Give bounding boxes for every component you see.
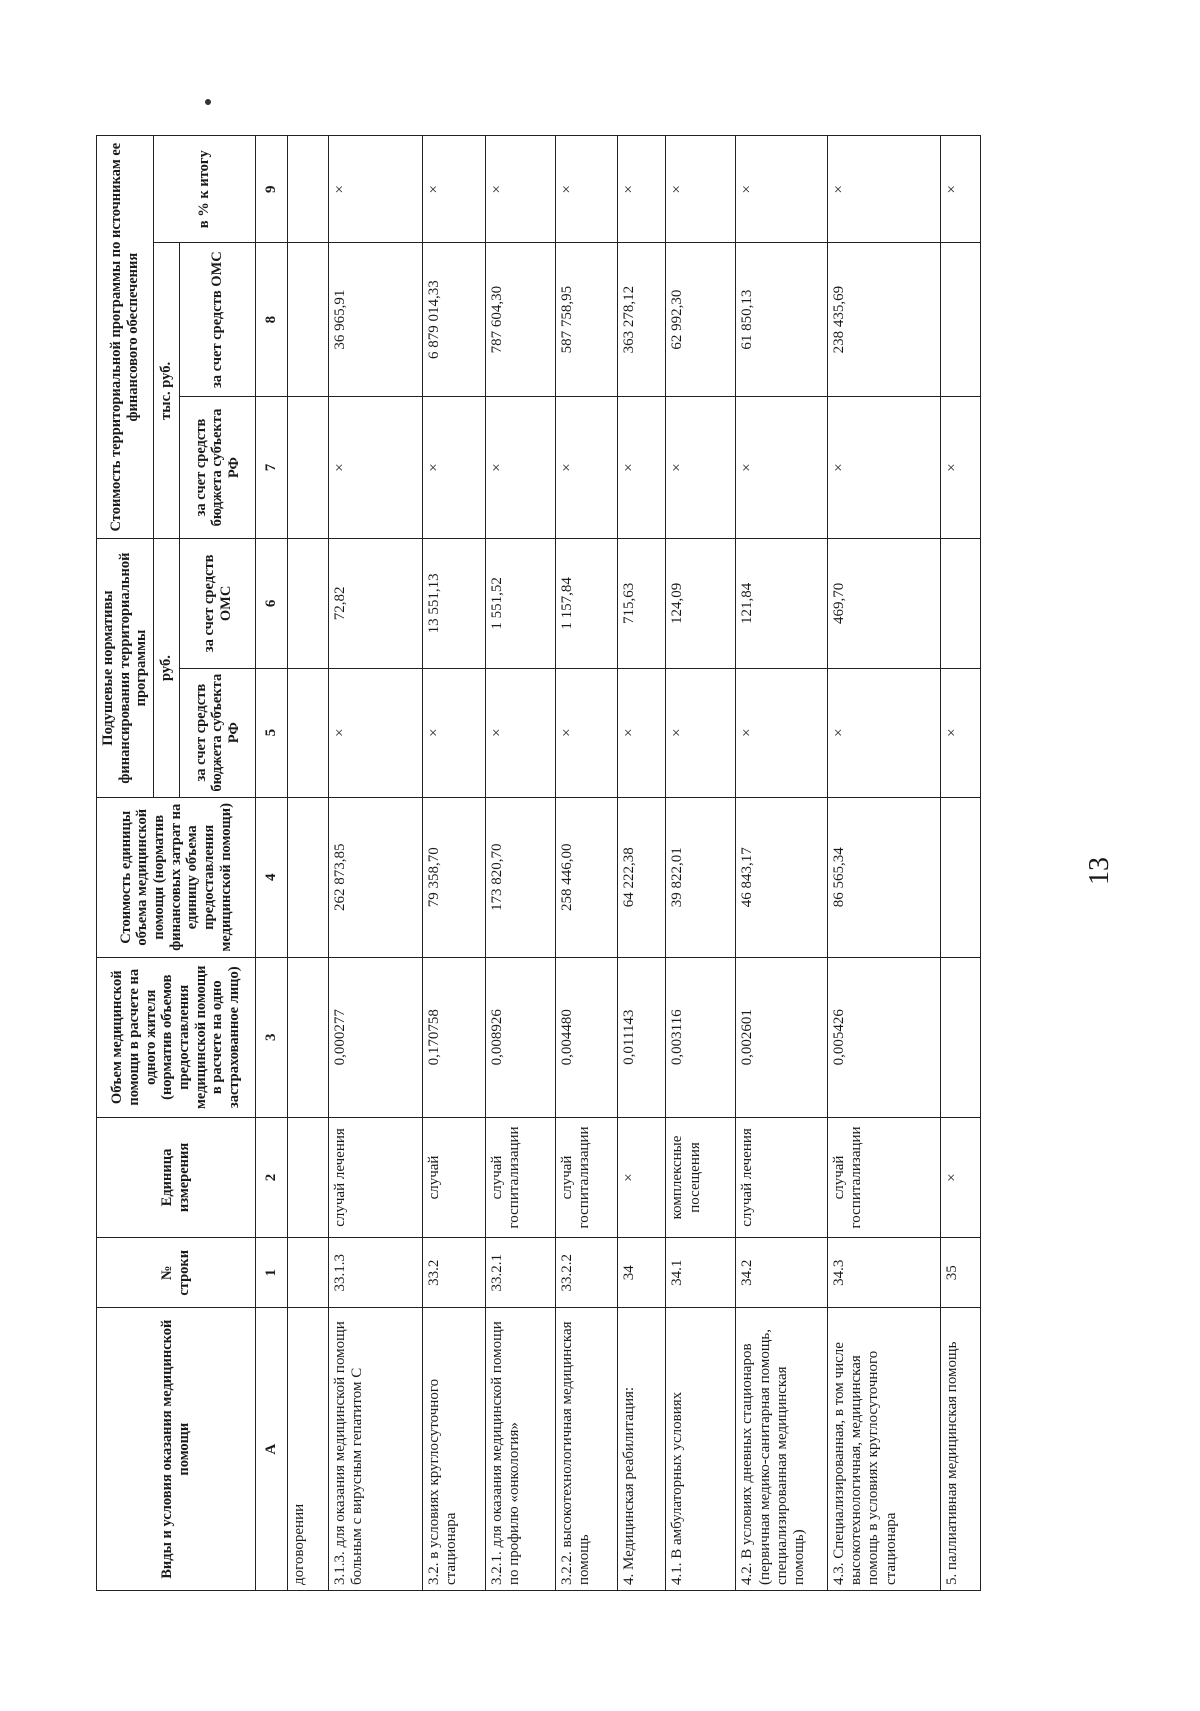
row-oms-rub: 121,84 — [736, 539, 828, 668]
column-number: 6 — [256, 539, 288, 668]
header-unit-cost: Стоимость единицы объема медицинской помощи (норматив финансовых затрат на единицу объема предоставления медицинской помощи) — [97, 797, 256, 957]
header-program-cost: Стоимость территориальной программы по источникам ее финансового обеспечения — [97, 136, 154, 539]
row-oms-thousand: 238 435,69 — [827, 243, 940, 396]
header-unit: Единица измерения — [97, 1117, 256, 1238]
row-name: 3.1.3. для оказания медицинской помощи больным с вирусным гепатитом С — [328, 1308, 422, 1591]
row-line-no: 33.2.2 — [555, 1238, 618, 1308]
table-row — [555, 136, 618, 1591]
row-percent: × — [422, 136, 485, 243]
row-oms-rub: 1 157,84 — [555, 539, 618, 668]
row-unit-cost: 173 820,70 — [485, 797, 555, 957]
row-budget-rub: × — [422, 668, 485, 797]
row-budget-thousand: × — [666, 396, 736, 538]
row-percent: × — [941, 136, 981, 243]
column-number: 5 — [256, 668, 288, 797]
row-budget-rub: × — [328, 668, 422, 797]
row-unit: × — [618, 1117, 666, 1238]
header-oms-thousand: за счет средств ОМС — [180, 243, 256, 396]
row-oms-rub: 13 551,13 — [422, 539, 485, 668]
page-number: 13 — [1084, 857, 1115, 885]
row-volume: 0,011143 — [618, 957, 666, 1117]
row-budget-thousand: × — [422, 396, 485, 538]
row-volume — [941, 957, 981, 1117]
header-per-capita: Подушевые нормативы финансирования территориальной программы — [97, 539, 154, 798]
column-number: 1 — [256, 1238, 288, 1308]
row-oms-thousand: 787 604,30 — [485, 243, 555, 396]
row-oms-thousand — [941, 243, 981, 396]
row-name: 4.2. В условиях дневных стационаров (первичная медико-санитарная помощь, специализированная медицинская помощь) — [736, 1308, 828, 1591]
header-unit-rub: руб. — [154, 539, 180, 798]
row-volume: 0,005426 — [827, 957, 940, 1117]
row-volume — [288, 957, 329, 1117]
row-line-no: 33.1.3 — [328, 1238, 422, 1308]
header-oms-rub: за счет средств ОМС — [180, 539, 256, 668]
row-name: договорении — [288, 1308, 329, 1591]
row-line-no: 34 — [618, 1238, 666, 1308]
row-unit — [288, 1117, 329, 1238]
row-budget-thousand: × — [827, 396, 940, 538]
row-budget-thousand: × — [618, 396, 666, 538]
row-name: 4. Медицинская реабилитация: — [618, 1308, 666, 1591]
header-line-no: № строки — [97, 1238, 256, 1308]
row-line-no: 34.3 — [827, 1238, 940, 1308]
table-row — [827, 136, 940, 1591]
row-unit-cost: 86 565,34 — [827, 797, 940, 957]
row-oms-rub — [288, 539, 329, 668]
header-budget-thousand: за счет средств бюджета субъекта РФ — [180, 396, 256, 538]
row-unit-cost: 64 222,38 — [618, 797, 666, 957]
table-row — [618, 136, 666, 1591]
row-budget-thousand — [288, 396, 329, 538]
row-budget-thousand: × — [485, 396, 555, 538]
row-percent: × — [827, 136, 940, 243]
row-volume: 0,008926 — [485, 957, 555, 1117]
table-row — [666, 136, 736, 1591]
column-number: 9 — [256, 136, 288, 243]
row-budget-rub: × — [736, 668, 828, 797]
row-oms-thousand: 61 850,13 — [736, 243, 828, 396]
row-unit: случай госпитализации — [555, 1117, 618, 1238]
row-unit-cost — [288, 797, 329, 957]
row-oms-rub: 72,82 — [328, 539, 422, 668]
row-percent: × — [485, 136, 555, 243]
table-row — [736, 136, 828, 1591]
row-name: 4.3. Специализированная, в том числе высокотехнологичная, медицинская помощь в условиях круглосуточного стационара — [827, 1308, 940, 1591]
row-unit-cost: 39 822,01 — [666, 797, 736, 957]
row-oms-rub: 1 551,52 — [485, 539, 555, 668]
row-budget-thousand: × — [328, 396, 422, 538]
row-line-no: 34.1 — [666, 1238, 736, 1308]
header-budget-rub: за счет средств бюджета субъекта РФ — [180, 668, 256, 797]
row-name: 3.2. в условиях круглосуточного стационара — [422, 1308, 485, 1591]
table-row — [288, 136, 329, 1591]
column-number: 4 — [256, 797, 288, 957]
column-number: 7 — [256, 396, 288, 538]
row-oms-rub — [941, 539, 981, 668]
row-unit-cost: 46 843,17 — [736, 797, 828, 957]
row-name: 3.2.1. для оказания медицинской помощи по профилю «онкология» — [485, 1308, 555, 1591]
row-volume: 0,003116 — [666, 957, 736, 1117]
table-row — [422, 136, 485, 1591]
row-line-no: 34.2 — [736, 1238, 828, 1308]
scan-mark — [205, 99, 211, 105]
row-percent: × — [618, 136, 666, 243]
row-line-no — [288, 1238, 329, 1308]
row-line-no: 33.2 — [422, 1238, 485, 1308]
row-budget-thousand: × — [555, 396, 618, 538]
header-percent: в % к итогу — [154, 136, 256, 243]
row-budget-rub: × — [941, 668, 981, 797]
row-percent: × — [328, 136, 422, 243]
column-number: 8 — [256, 243, 288, 396]
program-cost-table — [96, 135, 981, 1591]
row-budget-rub: × — [485, 668, 555, 797]
row-unit: случай госпитализации — [485, 1117, 555, 1238]
row-oms-thousand: 363 278,12 — [618, 243, 666, 396]
row-budget-thousand: × — [736, 396, 828, 538]
column-number-row — [256, 136, 288, 1591]
row-volume: 0,000277 — [328, 957, 422, 1117]
row-percent: × — [555, 136, 618, 243]
row-volume: 0,004480 — [555, 957, 618, 1117]
row-unit: × — [941, 1117, 981, 1238]
row-oms-thousand: 62 992,30 — [666, 243, 736, 396]
table-row — [328, 136, 422, 1591]
row-line-no: 33.2.1 — [485, 1238, 555, 1308]
row-volume: 0,170758 — [422, 957, 485, 1117]
row-unit: случай — [422, 1117, 485, 1238]
column-number: 3 — [256, 957, 288, 1117]
row-oms-rub: 124,09 — [666, 539, 736, 668]
row-percent — [288, 136, 329, 243]
row-name: 5. паллиативная медицинская помощь — [941, 1308, 981, 1591]
column-number: 2 — [256, 1117, 288, 1238]
row-budget-rub: × — [827, 668, 940, 797]
table-row — [941, 136, 981, 1591]
row-unit: комплексные посещения — [666, 1117, 736, 1238]
row-budget-rub: × — [618, 668, 666, 797]
table-body — [288, 136, 981, 1591]
row-unit: случай лечения — [328, 1117, 422, 1238]
row-unit: случай лечения — [736, 1117, 828, 1238]
row-oms-thousand — [288, 243, 329, 396]
header-kinds: Виды и условия оказания медицинской помощи — [97, 1308, 256, 1591]
row-oms-rub: 469,70 — [827, 539, 940, 668]
row-percent: × — [736, 136, 828, 243]
table-row — [485, 136, 555, 1591]
header-unit-thousand: тыс. руб. — [154, 243, 180, 539]
row-unit: случай госпитализации — [827, 1117, 940, 1238]
row-volume: 0,002601 — [736, 957, 828, 1117]
row-line-no: 35 — [941, 1238, 981, 1308]
row-unit-cost: 79 358,70 — [422, 797, 485, 957]
row-oms-thousand: 36 965,91 — [328, 243, 422, 396]
row-budget-thousand: × — [941, 396, 981, 538]
row-name: 3.2.2. высокотехнологичная медицинская помощь — [555, 1308, 618, 1591]
row-oms-thousand: 587 758,95 — [555, 243, 618, 396]
row-oms-thousand: 6 879 014,33 — [422, 243, 485, 396]
row-unit-cost: 258 446,00 — [555, 797, 618, 957]
column-number: А — [256, 1308, 288, 1591]
row-budget-rub: × — [666, 668, 736, 797]
row-percent: × — [666, 136, 736, 243]
row-budget-rub: × — [555, 668, 618, 797]
row-unit-cost: 262 873,85 — [328, 797, 422, 957]
row-oms-rub: 715,63 — [618, 539, 666, 668]
row-budget-rub — [288, 668, 329, 797]
row-name: 4.1. В амбулаторных условиях — [666, 1308, 736, 1591]
header-volume: Объем медицинской помощи в расчете на одного жителя (норматив объемов предоставления медицинской помощи в расчете на одно застрахованное лицо) — [97, 957, 256, 1117]
row-unit-cost — [941, 797, 981, 957]
